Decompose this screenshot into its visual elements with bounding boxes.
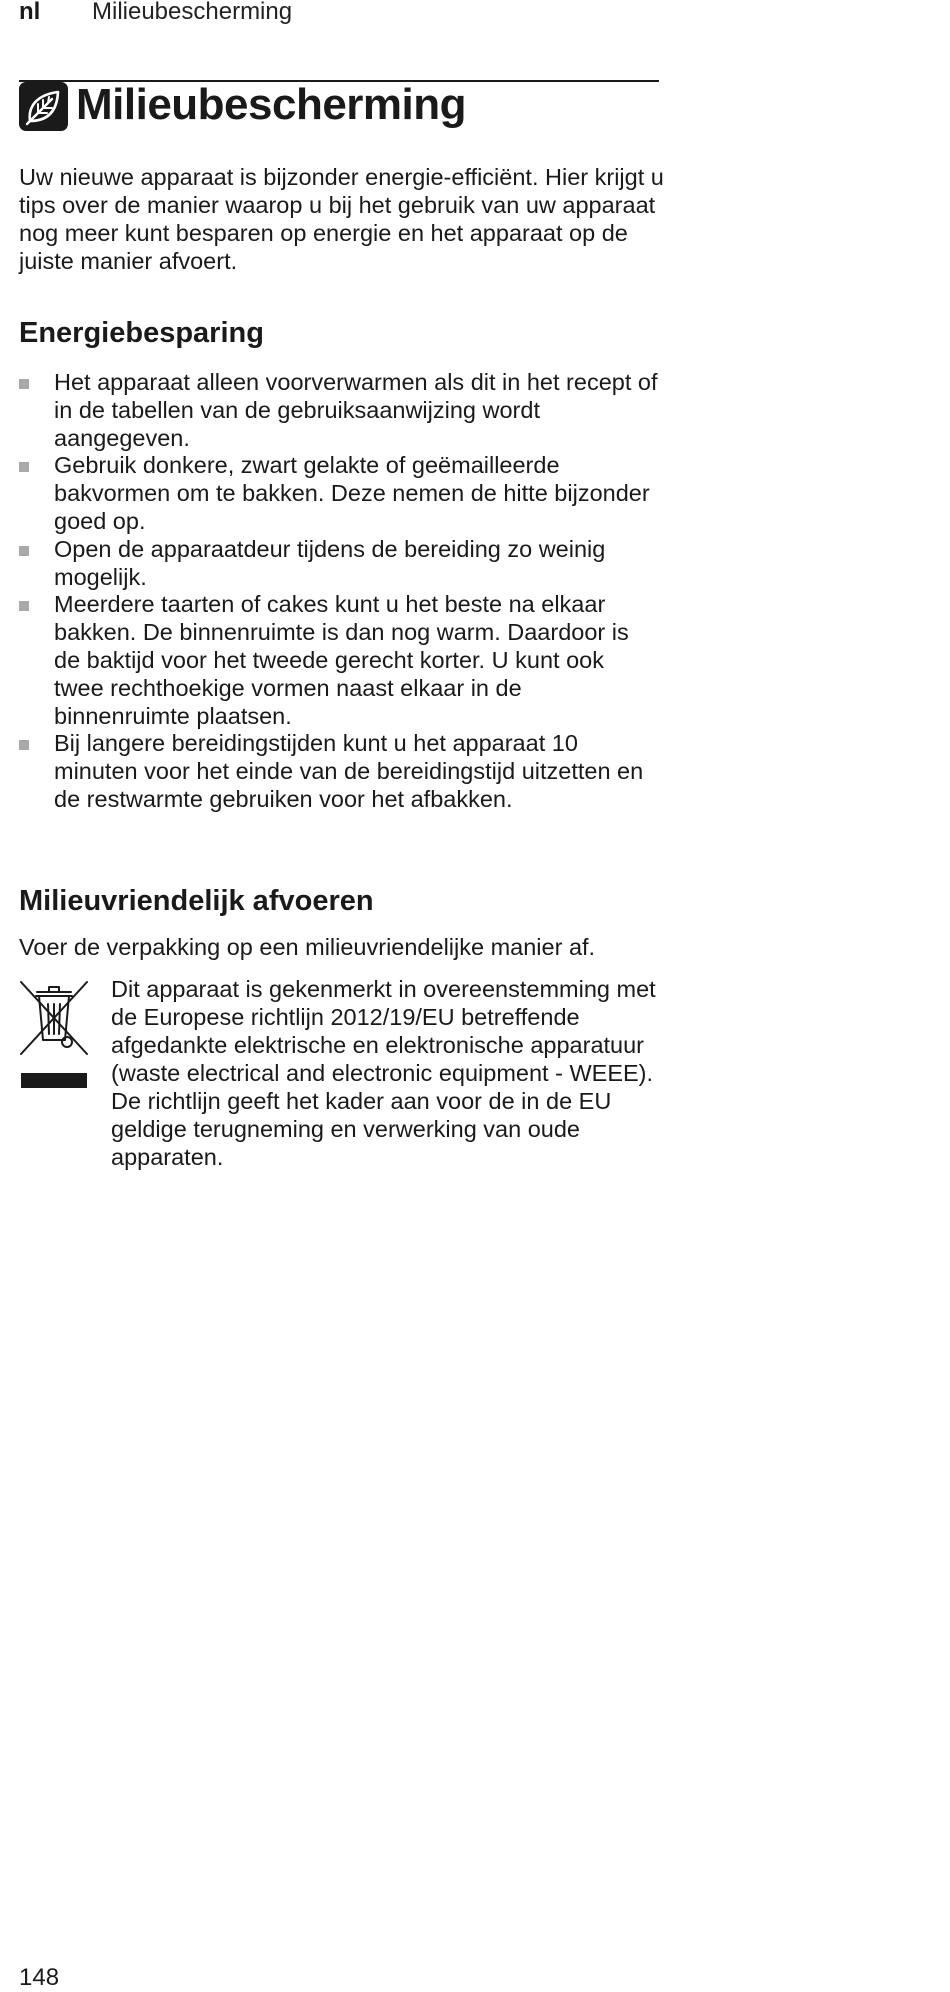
list-item [19,536,659,592]
bullet-square-icon [19,546,29,556]
leaf-icon [19,82,68,131]
weee-directive-text: Dit apparaat is gekenmerkt in overeenstemming met de Europese richtlijn 2012/19/EU betreffende afgedankte elektrische en elektronische apparatuur (waste electrical and electronic equipment - WEEE). De richtlijn geeft het kader aan voor de in de EU geldige terugneming en verwerking van oude apparaten. [111,976,656,1170]
crossed-out-wheelie-bin-icon [19,980,89,1090]
intro-paragraph [19,163,669,275]
list-item-text: Open de apparaatdeur tijdens de bereiding zo weinig mogelijk. [54,535,606,590]
list-item [19,452,659,535]
list-item [19,369,659,452]
section-heading-energy: Energiebesparing [19,317,264,349]
intro-text: Uw nieuwe apparaat is bijzonder energie-efficiënt. Hier krijgt u tips over de manier waarop u bij het gebruik van uw apparaat nog meer kunt besparen op energie en het apparaat op de juiste manier afvoert. [19,164,664,274]
page-number: 148 [19,1964,60,1991]
running-header-title: Milieubescherming [92,0,293,25]
bullet-square-icon [19,379,29,389]
list-item-text: Gebruik donkere, zwart gelakte of geëmailleerde bakvormen om te bakken. Deze nemen de hitte bijzonder goed op. [54,452,650,534]
list-item [19,591,659,730]
language-code: nl [19,0,41,25]
packaging-disposal-text: Voer de verpakking op een milieuvriendelijke manier af. [19,934,596,960]
section-heading-disposal: Milieuvriendelijk afvoeren [19,885,374,917]
bullet-square-icon [19,462,29,472]
bullet-square-icon [19,601,29,611]
list-item-text: Bij langere bereidingstijden kunt u het apparaat 10 minuten voor het einde van de bereidingstijd uitzetten en de restwarmte gebruiken voor het afbakken. [54,730,644,812]
page-title: Milieubescherming [76,80,467,129]
list-item-text: Meerdere taarten of cakes kunt u het beste na elkaar bakken. De binnenruimte is dan nog warm. Daardoor is de baktijd voor het tweede gerecht korter. U kunt ook twee rechthoekige vormen naast elkaar in de binnenruimte plaatsen. [54,591,629,729]
list-item-text: Het apparaat alleen voorverwarmen als dit in het recept of in de tabellen van de gebruiksaanwijzing wordt aangegeven. [54,369,658,451]
bullet-square-icon [19,740,29,750]
energy-tips-list [19,369,659,814]
list-item [19,730,659,813]
page-header [0,0,660,30]
